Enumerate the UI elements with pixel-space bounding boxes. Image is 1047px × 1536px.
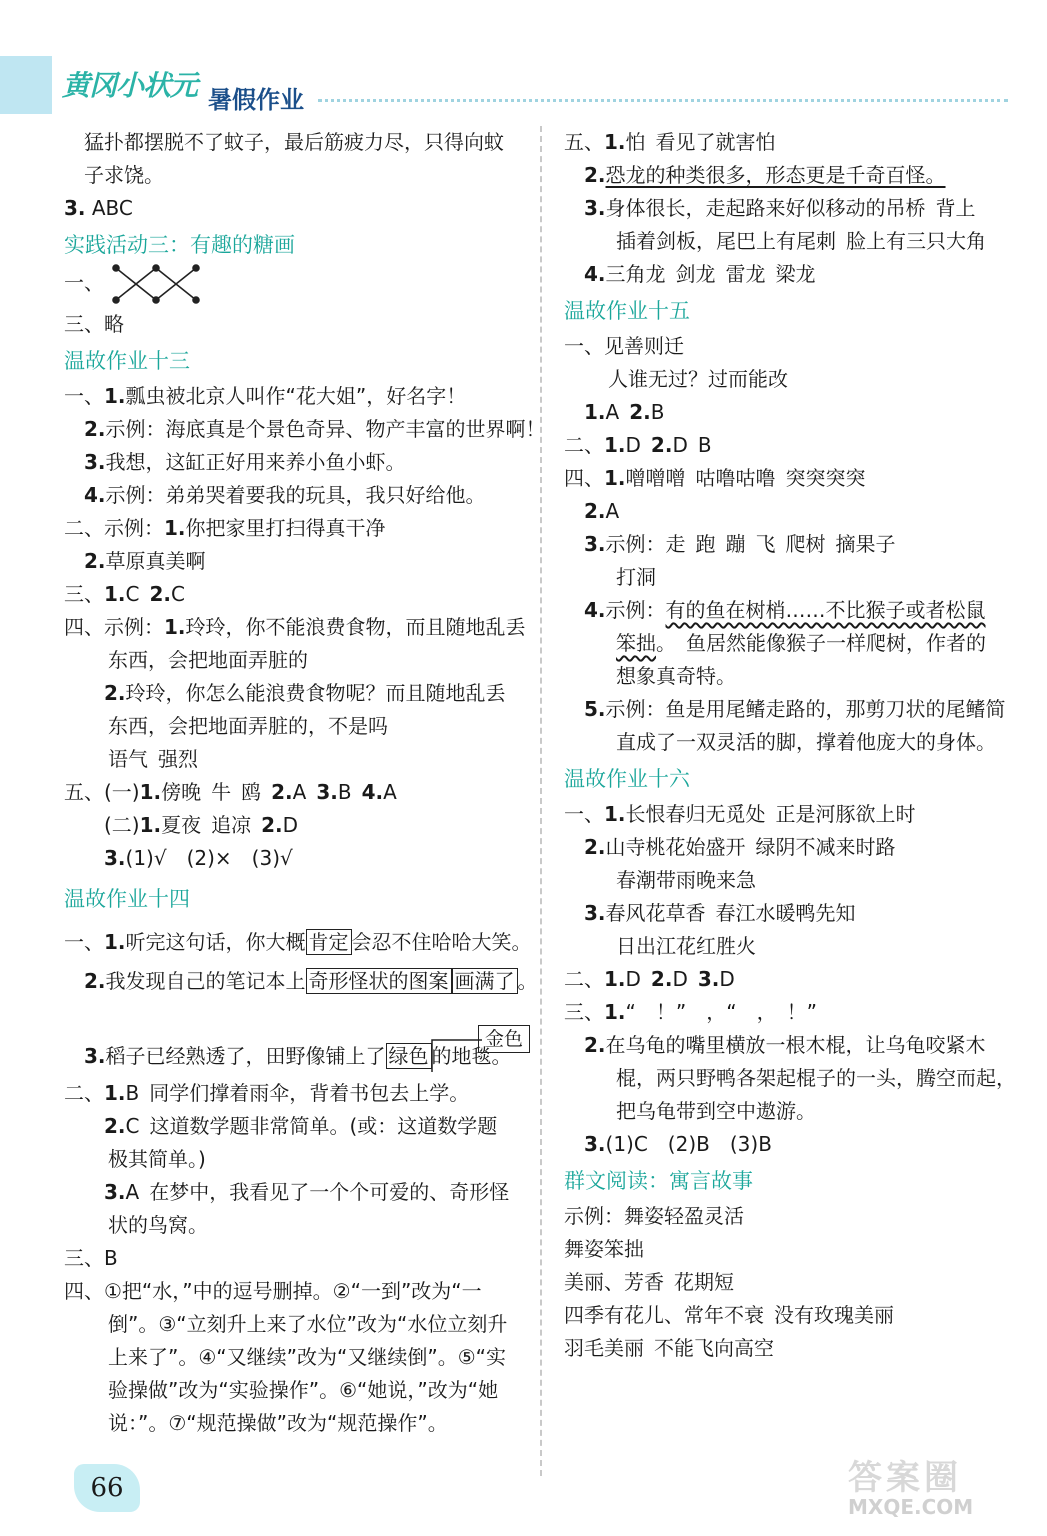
answer-line: 2.草原真美啊 xyxy=(84,549,206,573)
answer-line: 舞姿笨拙 xyxy=(564,1237,644,1261)
answer-line: 三、1.C 2.C xyxy=(64,582,185,606)
answer-line: 倒”。③“立刻升上来了水位”改为“水位立刻升 xyxy=(108,1312,508,1336)
answer-line: 3.我想，这缸正好用来养小鱼小虾。 xyxy=(84,450,406,474)
answer-line: 2.A xyxy=(584,499,620,523)
answer-line: 说：”。⑦“规范操做”改为“规范操作”。 xyxy=(108,1411,448,1435)
section-heading: 温故作业十四 xyxy=(64,887,190,911)
answer-line: 3.身体很长，走起路来好似移动的吊桥 背上 xyxy=(584,196,976,220)
answer-line: 直成了一双灵活的脚，撑着他庞大的身体。 xyxy=(616,730,996,754)
answer-line: 三、略 xyxy=(64,312,124,336)
answer-line: 四、示例：1.玲玲，你不能浪费食物，而且随地乱丢 xyxy=(64,615,526,639)
brand-logo: 黄冈小状元 xyxy=(62,69,198,102)
answer-line: 日出江花红胜火 xyxy=(616,934,756,958)
answer-line: 4.示例：弟弟哭着要我的玩具，我只好给他。 xyxy=(84,483,486,507)
answer-line: 东西，会把地面弄脏的 xyxy=(108,648,308,672)
answer-line: 1.A 2.B xyxy=(584,400,665,424)
answer-line: 一、1.听完这句话，你大概 肯定 会忍不住哈哈大笑。 xyxy=(64,930,532,954)
correction-box: 画满了 xyxy=(452,968,518,994)
right-column xyxy=(564,126,1024,1365)
answer-line: 三、1.“ ！” ，“ ， ！” xyxy=(564,1000,817,1024)
section-heading: 温故作业十五 xyxy=(564,299,690,323)
answer-line: 3.示例：走 跑 蹦 飞 爬树 摘果子 xyxy=(584,532,896,556)
answer-line: 4.三角龙 剑龙 雷龙 梁龙 xyxy=(584,262,816,286)
answer-line: 2.玲玲，你怎么能浪费食物呢？而且随地乱丢 xyxy=(104,681,506,705)
answer-line: 3.(1)√ (2)× (3)√ xyxy=(104,846,293,870)
answer-line: 2.恐龙的种类很多，形态更是千奇百怪。 xyxy=(584,163,946,187)
section-heading: 温故作业十三 xyxy=(64,349,190,373)
answer-line: 笨拙。 鱼居然能像猴子一样爬树，作者的 xyxy=(616,631,986,655)
answer-line: 子求饶。 xyxy=(84,163,164,187)
answer-line: 5.示例：鱼是用尾鳍走路的，那剪刀状的尾鳍简 xyxy=(584,697,1006,721)
answer-line: 3.A 在梦中，我看见了一个个可爱的、奇形怪 xyxy=(104,1180,510,1204)
answer-line: 二、1.D 2.D B xyxy=(564,433,712,457)
answer-line: 打洞 xyxy=(616,565,656,589)
answer-line: 二、示例：1.你把家里打扫得真干净 xyxy=(64,516,386,540)
answer-line: 一、1.长恨春归无觅处 正是河豚欲上时 xyxy=(564,802,916,826)
answer-line: 三、B xyxy=(64,1246,118,1270)
answer-line: 把乌龟带到空中遨游。 xyxy=(616,1099,816,1123)
answer-line: 2.我发现自己的笔记本上 奇形怪状的图案 画满了 。 xyxy=(84,969,538,993)
correction-callout: 金色 xyxy=(478,1025,530,1053)
callout-leader-line xyxy=(424,1036,484,1076)
answer-line: 验操做”改为“实验操作”。⑥“她说，”改为“她 xyxy=(108,1378,499,1402)
answer-line: 上来了”。④“又继续”改为“又继续倒”。⑤“实 xyxy=(108,1345,507,1369)
column-divider xyxy=(540,126,542,1476)
answer-line: 羽毛美丽 不能飞向高空 xyxy=(564,1336,774,1360)
header-band xyxy=(0,56,52,114)
correction-box: 肯定 xyxy=(306,929,352,955)
correction-box: 绿色 xyxy=(386,1043,432,1069)
answer-line: 一、1.瓢虫被北京人叫作“花大姐”，好名字！ xyxy=(64,384,467,408)
answer-line: 想象真奇特。 xyxy=(616,664,736,688)
answer-line: 示例：舞姿轻盈灵活 xyxy=(564,1204,744,1228)
header-dotted-rule xyxy=(318,99,1008,102)
answer-line: 4.示例：有的鱼在树梢……不比猴子或者松鼠 xyxy=(584,598,986,622)
answer-line: 美丽、芳香 花期短 xyxy=(564,1270,734,1294)
answer-line: 人谁无过？过而能改 xyxy=(608,367,788,391)
answer-line: 3.(1)C (2)B (3)B xyxy=(584,1132,772,1156)
correction-box: 奇形怪状的图案 xyxy=(306,968,452,994)
answer-line: 春潮带雨晚来急 xyxy=(616,868,756,892)
answer-line: 四、①把“水，”中的逗号删掉。②“一到”改为“一 xyxy=(64,1279,482,1303)
answer-line: 状的鸟窝。 xyxy=(108,1213,208,1237)
answer-line: 插着剑板，尾巴上有尾刺 脸上有三只大角 xyxy=(616,229,986,253)
section-heading: 实践活动三：有趣的糖画 xyxy=(64,233,295,257)
answer-line: 一、 xyxy=(64,264,530,304)
answer-line: 一、见善则迁 xyxy=(564,334,684,358)
answer-line: 棍，两只野鸭各架起棍子的一头，腾空而起， xyxy=(616,1066,1016,1090)
answer-line: 五、1.怕 看见了就害怕 xyxy=(564,130,776,154)
section-heading: 温故作业十六 xyxy=(564,767,690,791)
watermark-top: 答案圈 xyxy=(848,1458,962,1498)
watermark xyxy=(848,1450,1038,1530)
answer-line: 四、1.噌噌噌 咕噜咕噜 突突突突 xyxy=(564,466,866,490)
answer-line: 四季有花儿、常年不衰 没有玫瑰美丽 xyxy=(564,1303,894,1327)
answer-line: 2.在乌龟的嘴里横放一根木棍，让乌龟咬紧木 xyxy=(584,1033,986,1057)
answer-line: 猛扑都摆脱不了蚊子，最后筋疲力尽，只得向蚊 xyxy=(84,130,504,154)
answer-line: 3.春风花草香 春江水暖鸭先知 xyxy=(584,901,856,925)
brand-subtitle: 暑假作业 xyxy=(208,86,304,114)
left-column xyxy=(64,126,546,1440)
answer-line: 3. ABC xyxy=(64,196,133,220)
answer-line: 2.示例：海底真是个景色奇异、物产丰富的世界啊！ xyxy=(84,417,546,441)
answer-line: 3.稻子已经熟透了，田野像铺上了 绿色 的地毯。 xyxy=(84,1044,512,1068)
answer-line: (二)1.夏夜 追凉 2.D xyxy=(104,813,299,837)
answer-line: 二、1.B 同学们撑着雨伞，背着书包去上学。 xyxy=(64,1081,470,1105)
answer-line: 2.C 这道数学题非常简单。(或：这道数学题 xyxy=(104,1114,498,1138)
answer-line: 2.山寺桃花始盛开 绿阴不减来时路 xyxy=(584,835,896,859)
answer-line: 东西，会把地面弄脏的，不是吗 xyxy=(108,714,388,738)
answer-line: 二、1.D 2.D 3.D xyxy=(564,967,735,991)
answer-line: 语气 强烈 xyxy=(108,747,198,771)
matching-lines-figure xyxy=(110,264,202,304)
answer-line: 五、(一)1.傍晚 牛 鸥 2.A 3.B 4.A xyxy=(64,780,397,804)
section-heading: 群文阅读：寓言故事 xyxy=(564,1169,753,1193)
page-number: 66 xyxy=(74,1464,140,1512)
answer-line: 极其简单。) xyxy=(108,1147,206,1171)
watermark-bottom: MXQE.COM xyxy=(848,1495,974,1519)
